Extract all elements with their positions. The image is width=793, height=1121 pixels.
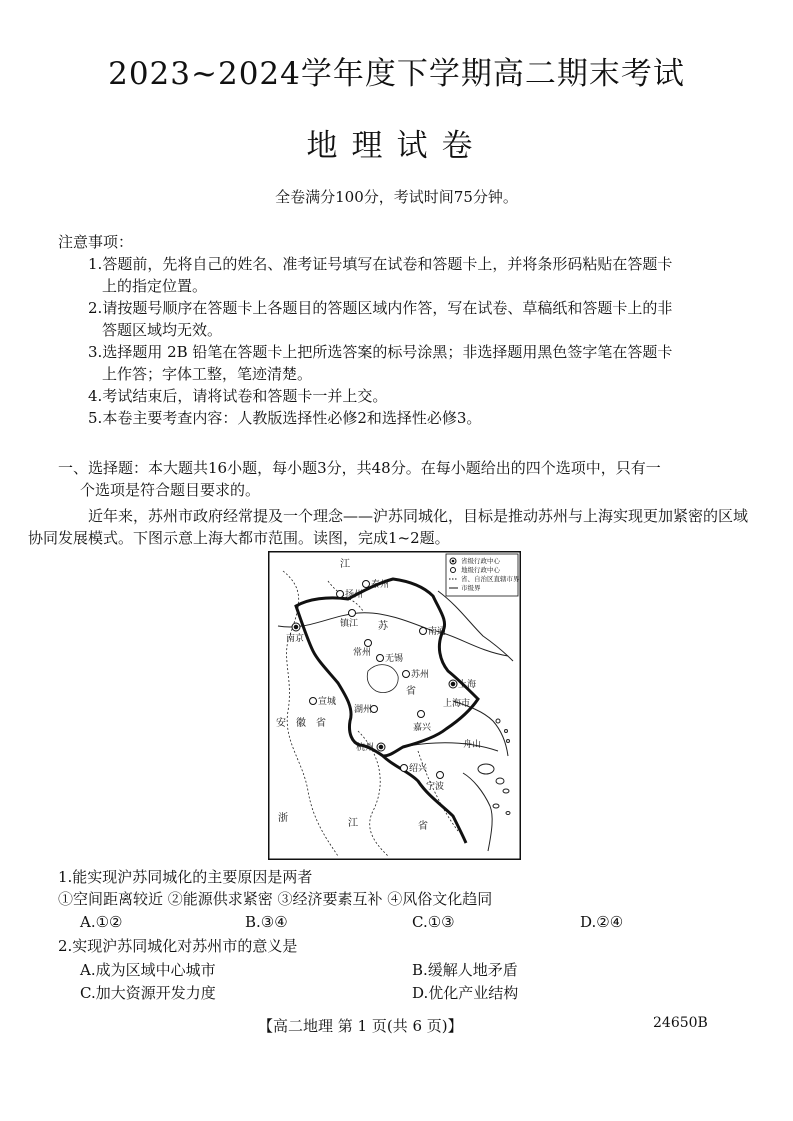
- question-2-stem: 2.实现沪苏同城化对苏州市的意义是: [58, 937, 298, 955]
- notice-item: 1.答题前，先将自己的姓名、准考证号填写在试卷和答题卡上，并将条形码粘贴在答题卡 上的指定位置。: [88, 255, 673, 295]
- city-label: 湖州: [354, 705, 373, 715]
- svg-text:省、自治区直辖市界: 省、自治区直辖市界: [461, 575, 520, 583]
- page-subtitle: 地理试卷: [306, 128, 487, 164]
- notice-item: 4.考试结束后，请将试卷和答题卡一并上交。: [88, 387, 388, 405]
- section-heading: 一、选择题：本大题共16小题，每小题3分，共48分。在每小题给出的四个选项中，只有一 个选项是符合题目要求的。: [58, 459, 661, 499]
- region-label: 徽: [296, 718, 306, 729]
- region-label: 省: [406, 686, 416, 697]
- shanghai-metro-map: [268, 551, 521, 860]
- svg-text:省级行政中心: 省级行政中心: [461, 557, 500, 565]
- intro-text: 近年来，苏州市政府经常提及一个理念——沪苏同城化，目标是推动苏州与上海实现更加紧密的区域 协同发展模式。下图示意上海大都市范围。读图，完成1~2题。: [28, 507, 749, 547]
- q2-option-c[interactable]: C.加大资源开发力度: [80, 984, 216, 1002]
- city-label: 宁波: [426, 782, 445, 792]
- region-label: 省: [418, 821, 428, 832]
- region-label: 江: [340, 559, 350, 570]
- city-label: 舟山: [463, 740, 482, 750]
- exam-meta: 全卷满分100分，考试时间75分钟。: [275, 188, 518, 206]
- q1-option-c[interactable]: C.①③: [412, 913, 455, 931]
- q1-option-b[interactable]: B.③④: [245, 913, 288, 931]
- page-footer: 【高二地理 第 1 页(共 6 页)】: [258, 1017, 463, 1035]
- city-label: 上海市: [443, 699, 471, 709]
- question-1-stem: 1.能实现沪苏同城化的主要原因是两者: [58, 868, 313, 886]
- svg-text:地级行政中心: 地级行政中心: [461, 566, 500, 574]
- city-label: 无锡: [385, 654, 404, 664]
- city-label: 宣城: [318, 697, 337, 707]
- notice-item: 3.选择题用 2B 铅笔在答题卡上把所选答案的标号涂黑；非选择题用黑色签字笔在答题卡 上作答；字体工整，笔迹清楚。: [88, 343, 673, 383]
- notice-item: 5.本卷主要考查内容：人教版选择性必修2和选择性必修3。: [88, 409, 482, 427]
- question-1-conditions: ①空间距离较近 ②能源供求紧密 ③经济要素互补 ④风俗文化趋同: [58, 890, 493, 908]
- page-title: 2023~2024学年度下学期高二期末考试: [108, 56, 685, 92]
- city-label: 嘉兴: [413, 723, 432, 733]
- region-label: 苏: [378, 621, 388, 632]
- q1-option-a[interactable]: A.①②: [80, 913, 123, 931]
- city-label: 常州: [353, 648, 372, 658]
- paper-code: 24650B: [653, 1015, 708, 1031]
- city-label: 南京: [286, 634, 305, 644]
- city-label: 苏州: [411, 670, 430, 680]
- q1-option-d[interactable]: D.②④: [580, 913, 624, 931]
- city-label: 扬州: [345, 590, 364, 600]
- map-legend: [446, 554, 520, 596]
- region-label: 省: [316, 718, 326, 729]
- city-label: 南通: [428, 627, 447, 637]
- q2-option-a[interactable]: A.成为区域中心城市: [80, 961, 216, 979]
- city-label: 绍兴: [409, 764, 428, 774]
- city-label: 镇江: [340, 619, 359, 629]
- q2-option-d[interactable]: D.优化产业结构: [412, 984, 519, 1002]
- region-label: 江: [348, 818, 358, 829]
- region-label: 安: [276, 718, 286, 729]
- region-label: 浙: [278, 813, 288, 824]
- notice-list: [88, 253, 748, 429]
- city-label: 杭州: [356, 743, 375, 753]
- q2-option-b[interactable]: B.缓解人地矛盾: [412, 961, 518, 979]
- notice-heading: 注意事项：: [58, 233, 134, 251]
- city-label: 泰州: [371, 580, 390, 590]
- city-label: 上海: [458, 680, 477, 690]
- notice-item: 2.请按题号顺序在答题卡上各题目的答题区域内作答，写在试卷、草稿纸和答题卡上的非 答题区域均无效。: [88, 299, 673, 339]
- svg-text:市级界: 市级界: [461, 584, 481, 592]
